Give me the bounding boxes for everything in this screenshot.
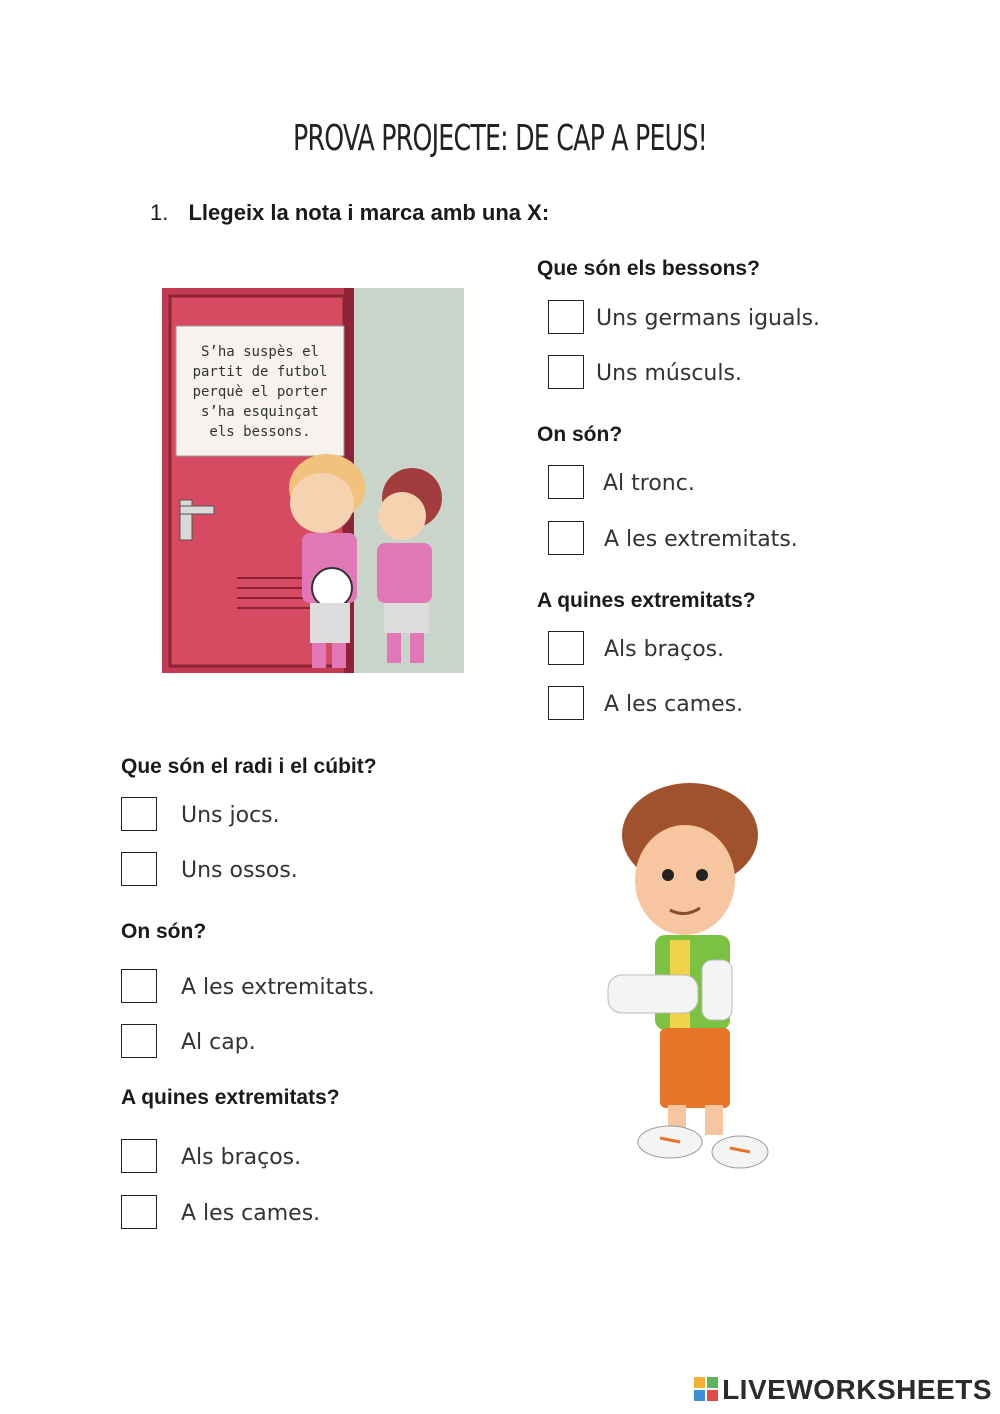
option-label: Uns germans iguals. <box>596 306 821 331</box>
checkbox[interactable] <box>548 465 584 499</box>
instruction-text: Llegeix la nota i marca amb una X: <box>188 200 550 225</box>
option-label: Al cap. <box>181 1030 256 1055</box>
question-which-extremities: A quines extremitats? <box>537 589 756 612</box>
page-title: PROVA PROJECTE: DE CAP A PEUS! <box>293 118 707 159</box>
option-label: A les extremitats. <box>604 527 798 552</box>
checkbox[interactable] <box>121 969 157 1003</box>
note-line-2: partit de futbol <box>192 364 328 380</box>
note-line-1: S’ha suspès el <box>200 344 320 360</box>
question-where-twins: On són? <box>537 423 623 446</box>
checkbox[interactable] <box>121 1195 157 1229</box>
door-note-illustration <box>162 288 464 673</box>
option-label: A les extremitats. <box>181 975 375 1000</box>
question-where-bones: On són? <box>121 920 207 943</box>
option-label: A les cames. <box>604 692 744 717</box>
option-label: Uns músculs. <box>596 361 742 386</box>
checkbox[interactable] <box>121 797 157 831</box>
checkbox[interactable] <box>548 521 584 555</box>
liveworksheets-icon <box>694 1376 718 1408</box>
checkbox[interactable] <box>548 686 584 720</box>
checkbox[interactable] <box>121 1024 157 1058</box>
checkbox[interactable] <box>548 300 584 334</box>
option-label: Als braços. <box>604 637 725 662</box>
note-line-4: s’ha esquinçat <box>200 404 320 420</box>
question-radius-ulna: Que són el radi i el cúbit? <box>121 755 377 778</box>
brand-text: LIVEWORKSHEETS <box>722 1374 992 1406</box>
option-label: A les cames. <box>181 1201 321 1226</box>
option-label: Al tronc. <box>603 471 695 496</box>
brand-logo <box>694 1374 992 1408</box>
checkbox[interactable] <box>548 355 584 389</box>
instruction-number: 1. <box>150 200 169 225</box>
note-line-3: perquè el porter <box>192 384 328 400</box>
question-twins: Que són els bessons? <box>537 257 760 280</box>
checkbox[interactable] <box>548 631 584 665</box>
option-label: Uns ossos. <box>181 858 298 883</box>
checkbox[interactable] <box>121 852 157 886</box>
boy-with-cast-illustration <box>590 780 795 1180</box>
option-label: Als braços. <box>181 1145 302 1170</box>
instruction <box>150 200 549 226</box>
checkbox[interactable] <box>121 1139 157 1173</box>
question-which-extremities-left: A quines extremitats? <box>121 1086 340 1109</box>
note-line-5: els bessons. <box>209 424 311 440</box>
option-label: Uns jocs. <box>181 803 280 828</box>
